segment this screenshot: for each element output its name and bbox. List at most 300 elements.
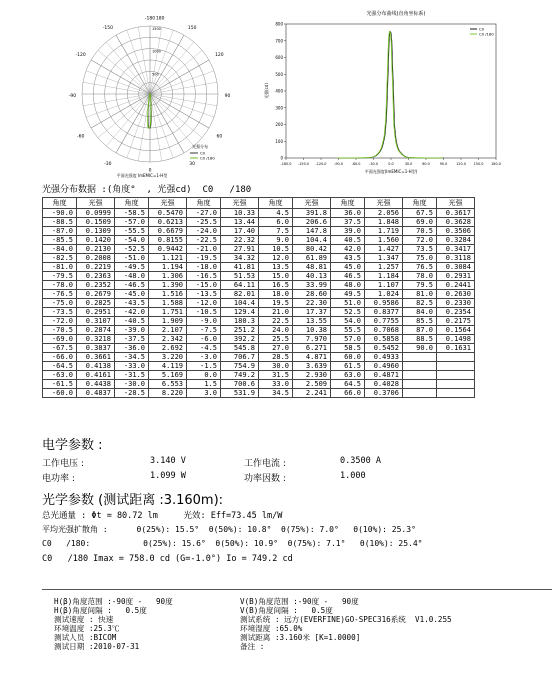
polar-angle-label: -120 <box>75 53 86 59</box>
angle-cell: -40.5 <box>115 317 149 326</box>
cart-xtick-label: 60.0 <box>422 162 430 166</box>
angle-cell: 78.0 <box>403 272 437 281</box>
intensity-cell: 0.4871 <box>365 371 403 380</box>
angle-cell: -39.0 <box>115 326 149 335</box>
intensity-cell: 6.553 <box>149 380 187 389</box>
intensity-cell <box>437 380 475 389</box>
footer-left-line: H(β)角度间隔 : 0.5度 <box>54 606 147 615</box>
intensity-cell: 0.8155 <box>149 236 187 245</box>
intensity-cell: 27.91 <box>221 245 259 254</box>
cart-xtick-label: 0.0 <box>388 162 394 166</box>
angle-cell: 84.0 <box>403 308 437 317</box>
angle-cell: -63.0 <box>43 371 77 380</box>
intensity-cell: 1.306 <box>149 272 187 281</box>
intensity-cell: 0.3617 <box>437 209 475 218</box>
table-row <box>43 308 475 317</box>
polar-legend-c0: C0 <box>200 150 206 156</box>
footer-right-block <box>240 597 452 651</box>
intensity-cell: 22.32 <box>221 236 259 245</box>
angle-cell: -9.0 <box>187 317 221 326</box>
angle-cell: -33.0 <box>115 362 149 371</box>
intensity-cell: 0.1509 <box>77 218 115 227</box>
intensity-cell: 749.2 <box>221 371 259 380</box>
table-row <box>43 371 475 380</box>
cart-xtick-label: 180.0 <box>491 162 501 166</box>
intensity-cell: 51.53 <box>221 272 259 281</box>
intensity-cell: 0.3417 <box>437 245 475 254</box>
angle-cell: -7.5 <box>187 326 221 335</box>
polar-radial-label: 1500 <box>152 27 161 31</box>
intensity-cell: 0.6213 <box>149 218 187 227</box>
intensity-cell: 0.1420 <box>77 236 115 245</box>
intensity-cell: 1.719 <box>365 227 403 236</box>
intensity-cell: 0.3706 <box>365 389 403 398</box>
footer-left-line: 环境温度 :25.3℃ <box>54 624 120 633</box>
angle-cell: 7.5 <box>259 227 293 236</box>
angle-cell: 90.0 <box>403 344 437 353</box>
intensity-cell: 0.3837 <box>77 344 115 353</box>
angle-cell: -43.5 <box>115 299 149 308</box>
cart-xtick-label: -90.0 <box>334 162 343 166</box>
angle-cell: 25.5 <box>259 335 293 344</box>
angle-cell: -75.0 <box>43 299 77 308</box>
footer-left-block <box>54 597 173 651</box>
angle-cell: 87.0 <box>403 326 437 335</box>
angle-cell: -16.5 <box>187 272 221 281</box>
intensity-cell: 2.107 <box>149 326 187 335</box>
angle-cell: -85.5 <box>43 236 77 245</box>
intensity-cell: 0.3506 <box>437 227 475 236</box>
intensity-cell <box>437 389 475 398</box>
angle-cell: 76.5 <box>403 263 437 272</box>
angle-cell: -22.5 <box>187 236 221 245</box>
angle-cell: 42.0 <box>331 245 365 254</box>
polar-angle-label: -90 <box>68 93 77 99</box>
angle-cell: 79.5 <box>403 281 437 290</box>
angle-cell: 46.5 <box>331 272 365 281</box>
angle-cell: 28.5 <box>259 353 293 362</box>
polar-plot-svg <box>66 6 234 178</box>
footer-left-line: 测试日期 :2010-07-31 <box>54 642 140 651</box>
footer-left-line: 测试人员 :BICOM <box>54 633 117 642</box>
angle-cell: -25.5 <box>187 218 221 227</box>
header-intensity: 光强 <box>221 198 259 209</box>
polar-legend-c180: C0 /180 <box>200 155 215 161</box>
table-row <box>43 209 475 218</box>
intensity-cell: 0.4161 <box>77 371 115 380</box>
intensity-cell: 0.2679 <box>77 290 115 299</box>
angle-cell: 24.0 <box>259 326 293 335</box>
table-row <box>43 281 475 290</box>
intensity-cell: 2.930 <box>293 371 331 380</box>
footer-right-line: V(B)角度间隔 : 0.5度 <box>240 606 333 615</box>
angle-cell: -69.0 <box>43 335 77 344</box>
intensity-cell: 545.8 <box>221 344 259 353</box>
intensity-cell: 0.2175 <box>437 317 475 326</box>
angle-cell <box>403 389 437 398</box>
header-angle: 角度 <box>259 198 293 209</box>
polar-angle-label: -60 <box>76 134 85 140</box>
angle-cell: -70.5 <box>43 326 77 335</box>
intensity-cell: 1.516 <box>149 290 187 299</box>
intensity-cell: 0.7068 <box>365 326 403 335</box>
intensity-cell: 0.2951 <box>77 308 115 317</box>
polar-legend <box>190 143 215 161</box>
table-body <box>43 209 475 398</box>
intensity-cell: 17.40 <box>221 227 259 236</box>
header-angle: 角度 <box>403 198 437 209</box>
angle-cell: 0.0 <box>187 371 221 380</box>
voltage-value: 3.140 V <box>150 456 186 466</box>
cart-ytick-label: 300 <box>275 105 283 111</box>
intensity-cell: 17.37 <box>293 308 331 317</box>
intensity-cell: 1.194 <box>149 263 187 272</box>
intensity-cell: 1.909 <box>149 317 187 326</box>
angle-cell: -57.0 <box>115 218 149 227</box>
current-label: 工作电流 : <box>244 459 286 469</box>
angle-cell: -46.5 <box>115 281 149 290</box>
intensity-cell: 251.2 <box>221 326 259 335</box>
table-row <box>43 290 475 299</box>
intensity-cell: 0.3084 <box>437 263 475 272</box>
power-factor-value: 1.000 <box>340 471 366 481</box>
angle-cell: 30.0 <box>259 362 293 371</box>
angle-cell: -88.5 <box>43 218 77 227</box>
table-row <box>43 335 475 344</box>
header-angle: 角度 <box>331 198 365 209</box>
intensity-cell: 0.2441 <box>437 281 475 290</box>
intensity-cell: 0.4837 <box>77 389 115 398</box>
angle-cell: -66.0 <box>43 353 77 362</box>
cart-curve-c180 <box>338 32 443 158</box>
intensity-cell: 1.024 <box>365 290 403 299</box>
distribution-table <box>42 197 475 398</box>
footer-right-line: 备注 : <box>240 642 265 651</box>
intensity-cell: 0.1309 <box>77 227 115 236</box>
optical-line-flux: 总光通量 : Φt = 80.72 lm 光效: Eff=73.45 lm/W <box>42 511 283 521</box>
angle-cell: 45.0 <box>331 263 365 272</box>
table-row <box>43 227 475 236</box>
angle-cell: 57.0 <box>331 335 365 344</box>
angle-cell: -15.0 <box>187 281 221 290</box>
angle-cell: -27.0 <box>187 209 221 218</box>
intensity-cell: 1.560 <box>365 236 403 245</box>
intensity-cell: 0.5470 <box>149 209 187 218</box>
power-label: 电功率 : <box>42 474 75 484</box>
intensity-cell: 48.81 <box>293 263 331 272</box>
cart-ytick-label: 800 <box>275 21 283 27</box>
intensity-cell: 0.9586 <box>365 299 403 308</box>
angle-cell: -19.5 <box>187 254 221 263</box>
angle-cell: 19.5 <box>259 299 293 308</box>
angle-cell <box>403 371 437 380</box>
intensity-cell: 0.5452 <box>365 344 403 353</box>
cartesian-plot-svg <box>262 6 510 176</box>
current-value: 0.3500 A <box>340 456 381 466</box>
intensity-cell: 8.220 <box>149 389 187 398</box>
angle-cell: 70.5 <box>403 227 437 236</box>
angle-cell: 12.0 <box>259 254 293 263</box>
intensity-cell: 34.32 <box>221 254 259 263</box>
angle-cell: 54.0 <box>331 317 365 326</box>
intensity-cell: 13.44 <box>221 218 259 227</box>
intensity-cell: 180.3 <box>221 317 259 326</box>
header-intensity: 光强 <box>437 198 475 209</box>
intensity-cell: 0.2363 <box>77 272 115 281</box>
polar-angle-label: 150 <box>187 25 197 31</box>
intensity-cell: 0.2130 <box>77 245 115 254</box>
power-value: 1.099 W <box>150 471 186 481</box>
table-row <box>43 317 475 326</box>
angle-cell: -61.5 <box>43 380 77 389</box>
intensity-cell: 40.13 <box>293 272 331 281</box>
intensity-cell <box>437 362 475 371</box>
angle-cell: -30.0 <box>115 380 149 389</box>
angle-cell: -72.0 <box>43 317 77 326</box>
intensity-cell: 0.4960 <box>365 362 403 371</box>
angle-cell: -58.5 <box>115 209 149 218</box>
intensity-cell: 700.6 <box>221 380 259 389</box>
intensity-cell: 1.588 <box>149 299 187 308</box>
table-row <box>43 353 475 362</box>
footer-divider <box>42 589 552 590</box>
intensity-cell: 531.9 <box>221 389 259 398</box>
angle-cell: 72.0 <box>403 236 437 245</box>
intensity-cell: 2.509 <box>293 380 331 389</box>
optical-line-beam-avg: 平均光强扩散角 : θ(25%): 15.5° θ(50%): 10.8° θ(75%): 7.0° θ(10%): 25.3° <box>42 525 416 534</box>
intensity-cell: 0.2352 <box>77 281 115 290</box>
angle-cell: 37.5 <box>331 218 365 227</box>
intensity-cell: 0.2354 <box>437 308 475 317</box>
cart-xtick-label: -30.0 <box>369 162 378 166</box>
intensity-cell: 82.01 <box>221 290 259 299</box>
power-factor-label: 功率因数 : <box>244 474 286 484</box>
angle-cell: 27.0 <box>259 344 293 353</box>
header-angle: 角度 <box>115 198 149 209</box>
angle-cell: 34.5 <box>259 389 293 398</box>
angle-cell: -60.0 <box>43 389 77 398</box>
polar-angle-label: -180 <box>144 16 156 22</box>
angle-cell: 88.5 <box>403 335 437 344</box>
intensity-cell: 22.30 <box>293 299 331 308</box>
angle-cell: 31.5 <box>259 371 293 380</box>
intensity-cell: 0.3118 <box>437 254 475 263</box>
intensity-cell: 0.3218 <box>77 335 115 344</box>
intensity-cell <box>437 353 475 362</box>
polar-angle-label: 30 <box>189 161 196 167</box>
angle-cell: -79.5 <box>43 272 77 281</box>
intensity-cell: 1.107 <box>365 281 403 290</box>
angle-cell: 81.0 <box>403 290 437 299</box>
header-intensity: 光强 <box>149 198 187 209</box>
intensity-cell: 0.4438 <box>77 380 115 389</box>
angle-cell: -42.0 <box>115 308 149 317</box>
table-row <box>43 263 475 272</box>
cart-xtick-label: 30.0 <box>404 162 413 166</box>
angle-cell: -37.5 <box>115 335 149 344</box>
angle-cell: 10.5 <box>259 245 293 254</box>
angle-cell: 64.5 <box>331 380 365 389</box>
cart-xtick-label: -60.0 <box>351 162 361 166</box>
angle-cell: -36.0 <box>115 344 149 353</box>
cart-ytick-label: 700 <box>275 38 283 44</box>
intensity-cell: 0.3107 <box>77 317 115 326</box>
cart-legend-label: C0 /180 <box>479 31 494 37</box>
angle-cell: 51.0 <box>331 299 365 308</box>
angle-cell: -90.0 <box>43 209 77 218</box>
angle-cell: -12.0 <box>187 299 221 308</box>
intensity-cell: 2.056 <box>365 209 403 218</box>
angle-cell: 43.5 <box>331 254 365 263</box>
angle-cell <box>403 353 437 362</box>
voltage-label: 工作电压 : <box>42 459 84 469</box>
cart-xtick-label: 150.0 <box>473 162 484 166</box>
angle-cell: -73.5 <box>43 308 77 317</box>
table-row <box>43 362 475 371</box>
cart-xtick-label: -180.0 <box>280 162 292 166</box>
angle-cell: 73.5 <box>403 245 437 254</box>
header-intensity: 光强 <box>293 198 331 209</box>
angle-cell: -4.5 <box>187 344 221 353</box>
intensity-cell: 13.55 <box>293 317 331 326</box>
intensity-cell: 0.1564 <box>437 326 475 335</box>
angle-cell: 36.0 <box>331 209 365 218</box>
angle-cell: -1.5 <box>187 362 221 371</box>
distribution-header: 光强分布数据 :(角度° , 光强cd) C0 /180 <box>42 185 252 195</box>
cart-xlabel: 平面光强度(ImEMIC=1-H型) <box>364 169 418 174</box>
intensity-cell: 0.1498 <box>437 335 475 344</box>
cart-ytick-label: 0 <box>280 155 283 161</box>
intensity-cell: 0.4933 <box>365 353 403 362</box>
intensity-cell: 41.81 <box>221 263 259 272</box>
angle-cell: 6.0 <box>259 218 293 227</box>
cart-ytick-label: 400 <box>275 88 283 94</box>
footer-right-line: 测试系统 : 远方(EVERFINE)GO-SPEC316系统 V1.0.255 <box>240 615 452 624</box>
angle-cell: 61.5 <box>331 362 365 371</box>
table-row <box>43 272 475 281</box>
intensity-cell: 0.2330 <box>437 299 475 308</box>
footer-left-line: H(β)角度范围 :-90度 - 90度 <box>54 597 173 606</box>
cart-ytick-label: 100 <box>275 138 283 144</box>
angle-cell: -84.0 <box>43 245 77 254</box>
table-row <box>43 344 475 353</box>
footer-right-line: V(B)角度范围 :-90度 - 90度 <box>240 597 359 606</box>
intensity-cell: 0.7755 <box>365 317 403 326</box>
angle-cell: -28.5 <box>115 389 149 398</box>
angle-cell: 75.0 <box>403 254 437 263</box>
cart-title: 光强分布曲线(直角坐标系) <box>366 11 426 17</box>
intensity-cell: 80.42 <box>293 245 331 254</box>
angle-cell: 66.0 <box>331 389 365 398</box>
intensity-cell: 4.119 <box>149 362 187 371</box>
angle-cell: -45.0 <box>115 290 149 299</box>
intensity-cell: 0.2008 <box>77 254 115 263</box>
angle-cell: 49.5 <box>331 290 365 299</box>
intensity-cell: 0.0999 <box>77 209 115 218</box>
angle-cell: 18.0 <box>259 290 293 299</box>
intensity-cell: 3.220 <box>149 353 187 362</box>
intensity-cell: 0.2931 <box>437 272 475 281</box>
intensity-cell: 0.5858 <box>365 335 403 344</box>
angle-cell: -76.5 <box>43 290 77 299</box>
polar-legend-title: 光强分布 <box>192 144 208 149</box>
intensity-cell: 1.390 <box>149 281 187 290</box>
footer-left-line: 测试速度 : 快速 <box>54 615 114 624</box>
footer-right-line: 测试距离 :3.160米 [K=1.0000] <box>240 633 361 642</box>
table-row <box>43 299 475 308</box>
intensity-cell: 104.4 <box>293 236 331 245</box>
cart-xtick-label: 120.0 <box>456 162 466 166</box>
angle-cell: -24.0 <box>187 227 221 236</box>
intensity-cell: 0.6679 <box>149 227 187 236</box>
angle-cell: 69.0 <box>403 218 437 227</box>
intensity-cell: 0.2874 <box>77 326 115 335</box>
optical-line-imax: C0 /180 Imax = 758.0 cd (G=-1.0°) Io = 749.2 cd <box>42 554 293 564</box>
angle-cell <box>403 362 437 371</box>
intensity-cell: 64.11 <box>221 281 259 290</box>
intensity-cell: 0.4138 <box>77 362 115 371</box>
angle-cell: -67.5 <box>43 344 77 353</box>
table-row <box>43 236 475 245</box>
header-angle: 角度 <box>43 198 77 209</box>
polar-radial-label: 1000 <box>152 49 161 54</box>
angle-cell: -18.0 <box>187 263 221 272</box>
angle-cell: 9.0 <box>259 236 293 245</box>
intensity-cell: 3.639 <box>293 362 331 371</box>
intensity-cell: 1.427 <box>365 245 403 254</box>
intensity-cell: 1.347 <box>365 254 403 263</box>
angle-cell: 13.5 <box>259 263 293 272</box>
intensity-cell: 1.751 <box>149 308 187 317</box>
polar-caption: 平面光强度 ImEMIC=1-H型 <box>116 173 168 178</box>
intensity-cell: 0.8377 <box>365 308 403 317</box>
polar-radial-label: 500 <box>152 72 159 77</box>
intensity-cell: 7.970 <box>293 335 331 344</box>
polar-angle-label: -30 <box>104 161 112 167</box>
intensity-cell: 0.9442 <box>149 245 187 254</box>
cart-xtick-label: 90.0 <box>439 162 448 166</box>
angle-cell <box>403 380 437 389</box>
cartesian-chart <box>262 6 510 176</box>
intensity-cell: 0.3661 <box>77 353 115 362</box>
angle-cell: -10.5 <box>187 308 221 317</box>
cart-curve-c0 <box>339 32 444 158</box>
angle-cell: -21.0 <box>187 245 221 254</box>
intensity-cell: 147.8 <box>293 227 331 236</box>
intensity-cell: 1.121 <box>149 254 187 263</box>
cart-ytick-label: 500 <box>275 71 283 77</box>
cart-ytick-label: 200 <box>275 122 283 127</box>
angle-cell: 63.0 <box>331 371 365 380</box>
angle-cell: -48.0 <box>115 272 149 281</box>
cart-ylabel: 光强(cd) <box>264 83 269 99</box>
optical-line-beam-c0: C0 /180: θ(25%): 15.6° θ(50%): 10.9° θ(75%): 7.1° θ(10%): 25.4° <box>42 539 423 548</box>
angle-cell: 48.0 <box>331 281 365 290</box>
angle-cell: 85.5 <box>403 317 437 326</box>
angle-cell: 60.0 <box>331 353 365 362</box>
table-row <box>43 389 475 398</box>
angle-cell: -55.5 <box>115 227 149 236</box>
optical-title: 光学参数 (测试距离 :3.160m): <box>42 493 224 508</box>
polar-chart <box>66 6 234 178</box>
polar-angle-label: -150 <box>102 25 113 31</box>
intensity-cell: 10.38 <box>293 326 331 335</box>
angle-cell: 52.5 <box>331 308 365 317</box>
angle-cell: 16.5 <box>259 281 293 290</box>
header-intensity: 光强 <box>77 198 115 209</box>
intensity-cell: 1.257 <box>365 263 403 272</box>
cart-legend-label: C0 <box>479 26 485 32</box>
